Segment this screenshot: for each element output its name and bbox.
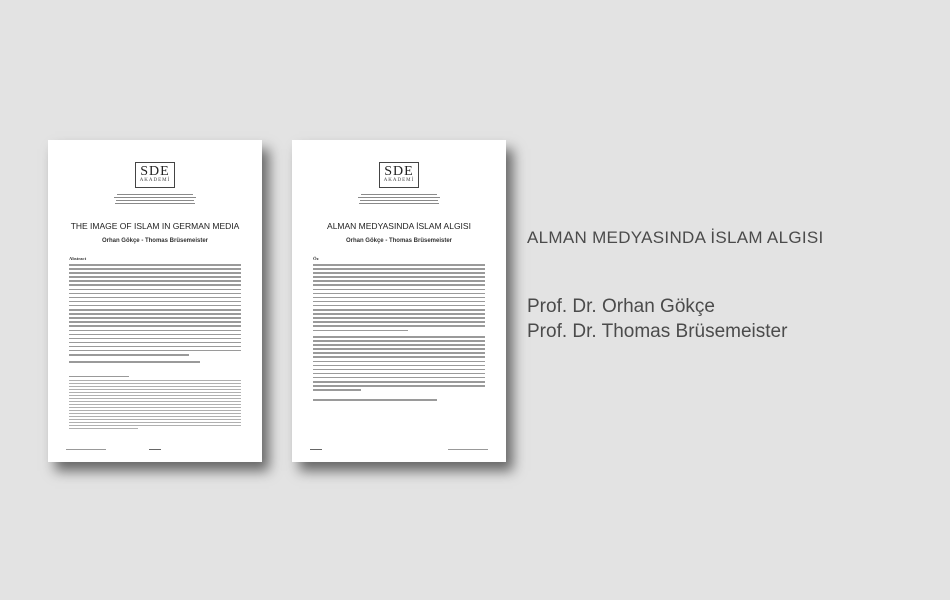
keywords-line — [69, 361, 241, 365]
journal-footer-right — [448, 449, 488, 450]
journal-footer-left — [66, 449, 106, 450]
article-page-english — [48, 140, 262, 462]
footnote-rule — [69, 376, 129, 377]
author-name: Prof. Dr. Orhan Gökçe — [527, 296, 715, 317]
article-meta-lines — [352, 192, 446, 206]
article-title: THE IMAGE OF ISLAM IN GERMAN MEDIA — [70, 221, 240, 231]
article-authors: Orhan Gökçe - Thomas Brüsemeister — [345, 238, 453, 244]
keywords-line — [313, 399, 485, 403]
page-number — [310, 449, 322, 450]
oz-heading: Öz — [313, 256, 319, 261]
article-title: ALMAN MEDYASINDA İSLAM ALGISI — [327, 221, 471, 231]
footnotes — [69, 380, 241, 431]
side-title: ALMAN MEDYASINDA İSLAM ALGISI — [527, 228, 824, 247]
article-authors: Orhan Gökçe - Thomas Brüsemeister — [101, 238, 209, 244]
abstract-text — [69, 264, 241, 358]
abstract-heading: Abstract — [69, 256, 87, 261]
oz-text-paragraph-2 — [313, 336, 485, 393]
sde-akademi-logo: SDE AKADEMİ — [135, 162, 175, 188]
article-page-turkish — [292, 140, 506, 462]
oz-text-paragraph-1 — [313, 264, 485, 334]
sde-akademi-logo: SDE AKADEMİ — [379, 162, 419, 188]
author-name: Prof. Dr. Thomas Brüsemeister — [527, 321, 788, 342]
article-meta-lines — [108, 192, 202, 206]
page-number — [149, 449, 161, 450]
